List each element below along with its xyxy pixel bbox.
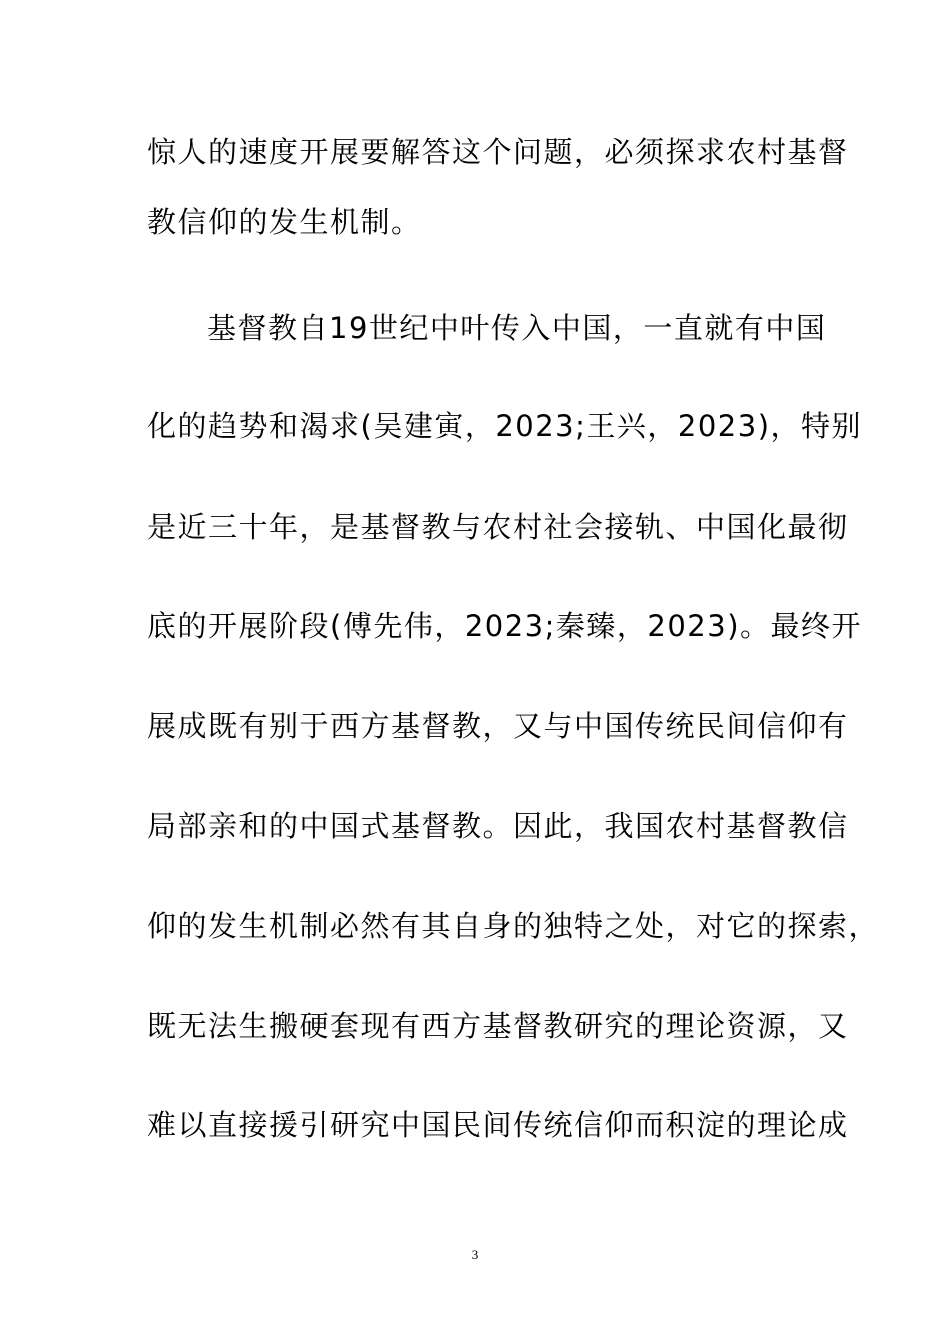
text-line: 教信仰的发生机制。 bbox=[147, 205, 422, 239]
text-line: 局部亲和的中国式基督教。因此，我国农村基督教信 bbox=[147, 809, 849, 843]
text-line: 底的开展阶段(傅先伟，2023;秦臻，2023)。最终开 bbox=[147, 609, 863, 643]
text-line: 展成既有别于西方基督教，又与中国传统民间信仰有 bbox=[147, 709, 849, 743]
text-line: 基督教自19世纪中叶传入中国，一直就有中国 bbox=[207, 311, 827, 345]
text-line: 难以直接援引研究中国民间传统信仰而积淀的理论成 bbox=[147, 1108, 849, 1142]
text-line: 化的趋势和渴求(吴建寅，2023;王兴，2023)，特别 bbox=[147, 409, 863, 443]
text-line: 仰的发生机制必然有其自身的独特之处，对它的探索， bbox=[147, 909, 880, 943]
page-number: 3 bbox=[471, 1247, 479, 1262]
text-line: 惊人的速度开展要解答这个问题，必须探求农村基督 bbox=[147, 135, 849, 169]
text-line: 是近三十年，是基督教与农村社会接轨、中国化最彻 bbox=[147, 510, 849, 544]
text-line: 既无法生搬硬套现有西方基督教研究的理论资源，又 bbox=[147, 1009, 849, 1043]
